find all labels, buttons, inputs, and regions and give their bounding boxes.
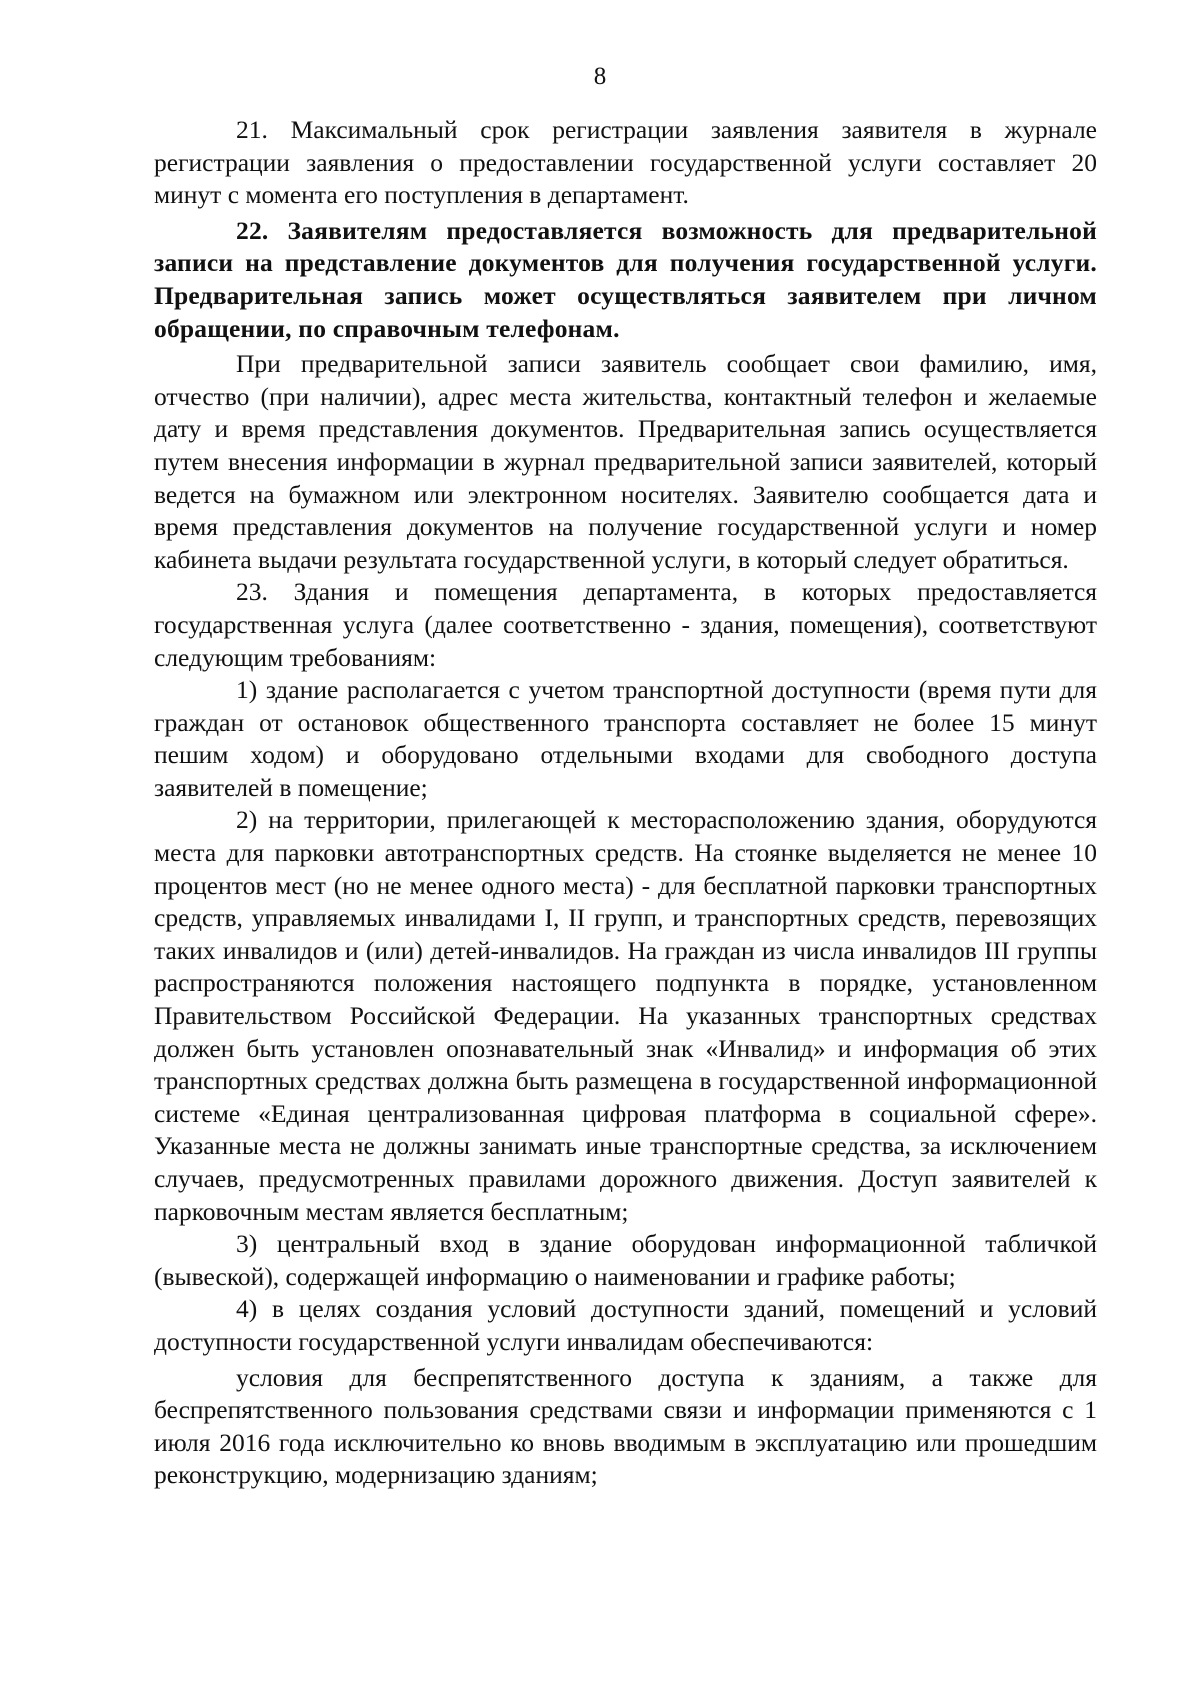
paragraph-21: 21. Максимальный срок регистрации заявления заявителя в журнале регистрации заявления о предоставлении государственной услуги составляет 20 минут с момента его поступления в департамент.	[154, 115, 1097, 210]
paragraph-preregistration: При предварительной записи заявитель сообщает свои фамилию, имя, отчество (при наличии), адрес места жительства, контактный телефон и желаемые дату и время представления документов. Предварительная запись осуществляется путем внесения информации в журнал предварительной записи заявителей, который ведется на бумажном или электронном носителях. Заявителю сообщается дата и время представления документов на получение государственной услуги и номер кабинета выдачи результата государственной услуги, в который следует обратиться.	[154, 349, 1097, 574]
document-body	[154, 114, 1097, 1492]
paragraph-23-item-1: 1) здание располагается с учетом транспортной доступности (время пути для граждан от остановок общественного транспорта составляет не более 15 минут пешим ходом) и оборудовано отдельными входами для свободного доступа заявителей в помещение;	[154, 675, 1097, 802]
paragraph-accessibility-conditions: условия для беспрепятственного доступа к зданиям, а также для беспрепятственного пользования средствами связи и информации применяются с 1 июля 2016 года исключительно ко вновь вводимым в эксплуатацию или прошедшим реконструкцию, модернизацию зданиям;	[154, 1362, 1097, 1490]
paragraph-23-item-4: 4) в целях создания условий доступности зданий, помещений и условий доступности государственной услуги инвалидам обеспечиваются:	[154, 1294, 1097, 1356]
page-number: 8	[593, 63, 607, 90]
paragraph-23-item-2: 2) на территории, прилегающей к месторасположению здания, оборудуются места для парковки автотранспортных средств. На стоянке выделяется не менее 10 процентов мест (но не менее одного места) - для бесплатной парковки транспортных средств, управляемых инвалидами I, II групп, и транспортных средств, перевозящих таких инвалидов и (или) детей-инвалидов. На граждан из числа инвалидов III группы распространяются положения настоящего подпункта в порядке, установленном Правительством Российской Федерации. На указанных транспортных средствах должен быть установлен опознавательный знак «Инвалид» и информация об этих транспортных средствах должна быть размещена в государственной информационной системе «Единая централизованная цифровая платформа в социальной сфере». Указанные места не должны занимать иные транспортные средства, за исключением случаев, предусмотренных правилами дорожного движения. Доступ заявителей к парковочным местам является бесплатным;	[154, 805, 1097, 1226]
paragraph-23: 23. Здания и помещения департамента, в которых предоставляется государственная услуга (далее соответственно - здания, помещения), соответствуют следующим требованиям:	[154, 577, 1097, 672]
paragraph-23-item-3: 3) центральный вход в здание оборудован информационной табличкой (вывеской), содержащей информацию о наименовании и графике работы;	[154, 1229, 1097, 1291]
paragraph-22: 22. Заявителям предоставляется возможность для предварительной записи на представление документов для получения государственной услуги. Предварительная запись может осуществляться заявителем при личном обращении, по справочным телефонам.	[154, 215, 1097, 343]
